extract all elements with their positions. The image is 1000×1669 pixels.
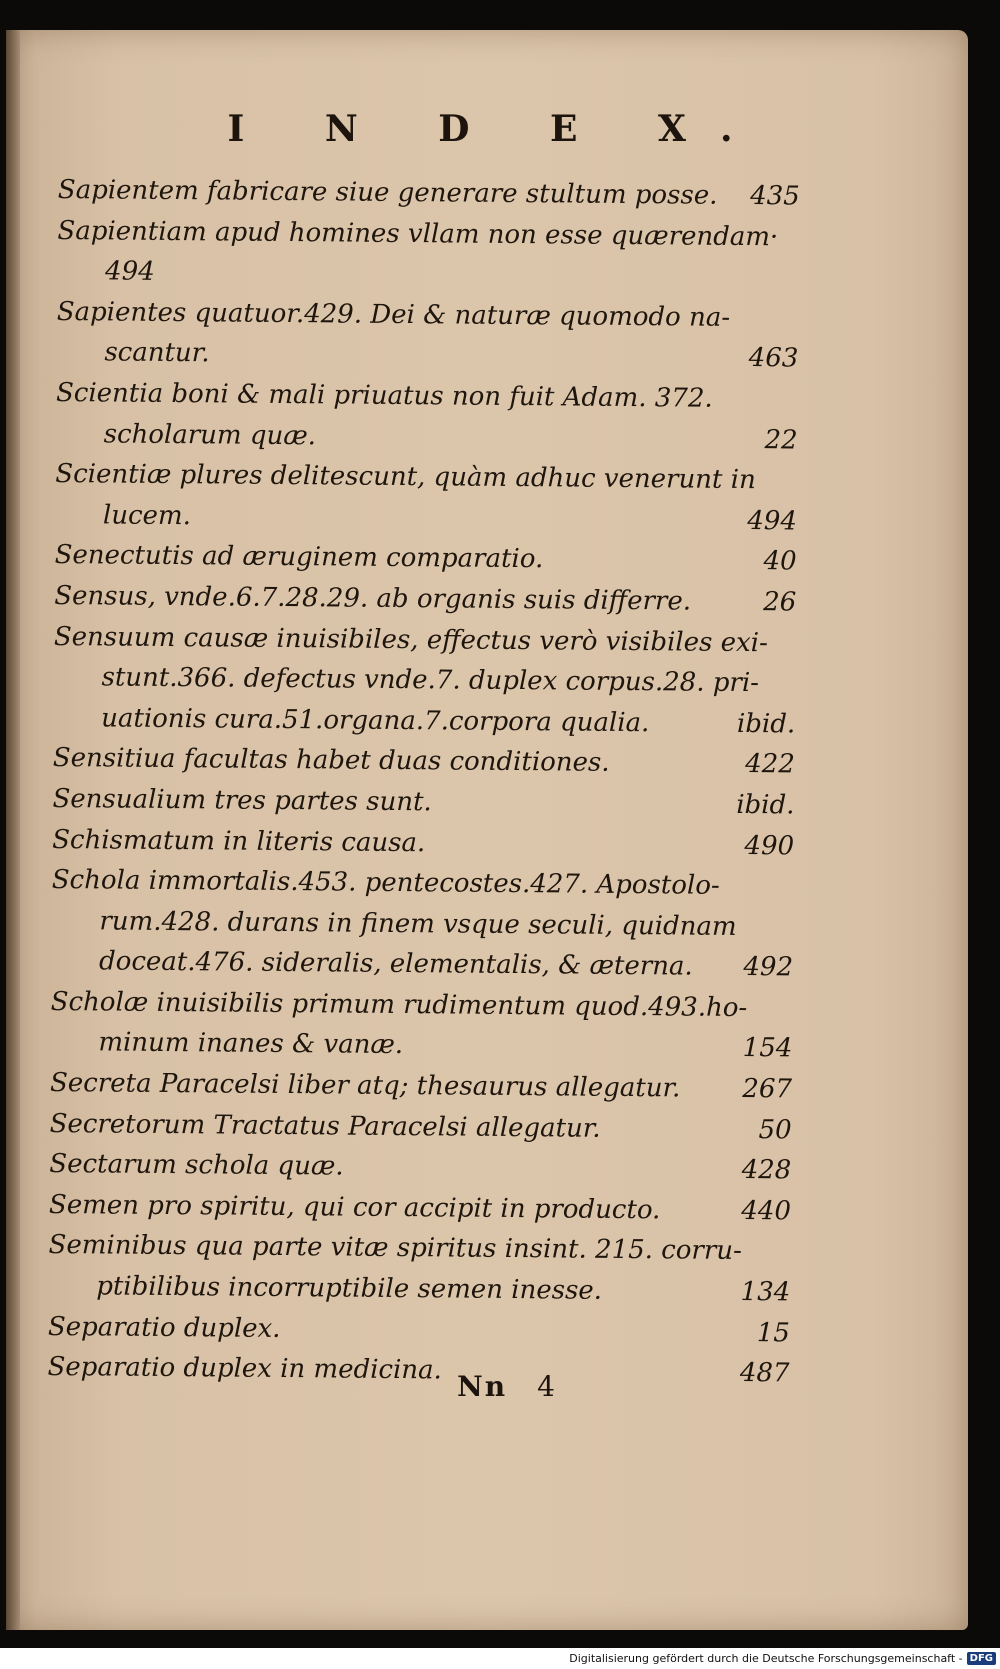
entry-page-number: 22 xyxy=(764,424,798,456)
entry-line xyxy=(49,1185,791,1232)
entry-page-number: 487 xyxy=(739,1358,790,1389)
entry-line xyxy=(58,170,800,217)
signature-number: 4 xyxy=(537,1370,557,1403)
entry-page-number: 492 xyxy=(743,952,794,983)
entry-page-number: ibid. xyxy=(736,789,795,821)
index-entry xyxy=(53,738,795,785)
index-entry xyxy=(56,373,799,461)
entry-text: Seminibus qua parte vitæ spiritus insint. 215. corru- xyxy=(48,1230,742,1267)
entry-continuation-line xyxy=(53,698,795,745)
entry-page-number: 154 xyxy=(742,1033,793,1064)
signature-letters: Nn xyxy=(457,1370,508,1403)
entry-text: doceat.476. sideralis, elementalis, & æterna. xyxy=(98,946,693,982)
index-entry xyxy=(52,779,794,826)
index-entry xyxy=(54,535,796,582)
entry-continuation-line xyxy=(51,941,793,988)
index-entry xyxy=(48,1225,791,1313)
index-entry xyxy=(50,982,793,1070)
entry-page-number: 440 xyxy=(741,1195,792,1227)
entry-continuation-line xyxy=(51,901,793,948)
entry-continuation-line xyxy=(55,495,797,542)
entry-line xyxy=(48,1225,790,1272)
entry-continuation-line xyxy=(56,414,798,461)
entry-line xyxy=(49,1144,791,1191)
entry-text: Semen pro spiritu, qui cor accipit in producto. xyxy=(48,1189,661,1226)
index-entry xyxy=(54,576,796,623)
entry-page-number: 26 xyxy=(763,587,797,618)
entry-page-number: 435 xyxy=(750,181,800,212)
entry-line xyxy=(49,1104,791,1151)
entry-text: minum inanes & vanæ. xyxy=(98,1027,404,1061)
index-entry xyxy=(51,860,794,988)
entry-page-number: 463 xyxy=(748,343,799,374)
entry-text: Scholæ inuisibilis primum rudimentum quod.493.ho- xyxy=(50,986,748,1023)
digitization-footer: Digitalisierung gefördert durch die Deutsche Forschungsgemeinschaft - DFG xyxy=(569,1650,996,1667)
entry-line xyxy=(57,292,799,339)
entry-continuation-line xyxy=(57,251,799,298)
entry-text: rum.428. durans in finem vsque seculi, quidnam xyxy=(99,906,737,942)
page-heading: I N D E X. xyxy=(227,108,767,150)
entry-text: Sectarum schola quæ. xyxy=(49,1149,344,1182)
index-entry xyxy=(49,1104,791,1151)
entry-line xyxy=(52,779,794,826)
entry-text: Sapientes quatuor.429. Dei & naturæ quomodo na- xyxy=(56,296,731,333)
index-entry xyxy=(49,1144,791,1191)
entry-text: Separatio duplex. xyxy=(47,1311,281,1344)
signature-mark xyxy=(6,1370,968,1403)
entry-text: scholarum quæ. xyxy=(103,418,317,451)
entry-line xyxy=(53,738,795,785)
entry-text: Schismatum in literis causa. xyxy=(52,824,426,858)
entry-text: Sensuum causæ inuisibiles, effectus verò visibiles exi- xyxy=(53,621,768,658)
book-page xyxy=(6,30,968,1630)
entry-text: Sapientem fabricare siue generare stultum posse. xyxy=(57,174,718,211)
entry-text: scantur. xyxy=(104,337,210,369)
entry-line xyxy=(54,617,796,664)
entry-text: 494 xyxy=(104,256,155,288)
entry-page-number: ibid. xyxy=(736,708,796,740)
entry-text: lucem. xyxy=(102,500,192,531)
index-entry xyxy=(52,819,794,866)
entry-text: Scientiæ plures delitescunt, quàm adhuc venerunt in xyxy=(55,459,756,496)
index-entry xyxy=(49,1185,791,1232)
entry-line xyxy=(52,860,794,907)
entry-text: Sapientiam apud homines vllam non esse quærendam· xyxy=(57,215,779,252)
entry-line xyxy=(50,1063,792,1110)
entry-page-number: 267 xyxy=(742,1074,793,1105)
entry-page-number: 490 xyxy=(744,830,795,861)
entry-continuation-line xyxy=(56,332,798,379)
entry-continuation-line xyxy=(53,657,795,704)
entry-line xyxy=(54,535,796,582)
entry-line xyxy=(56,373,798,420)
entry-text: uationis cura.51.organa.7.corpora qualia. xyxy=(101,703,650,738)
entry-text: Sensus, vnde.6.7.28.29. ab organis suis differre. xyxy=(54,580,692,617)
entry-line xyxy=(55,454,797,501)
index-entry xyxy=(50,1063,792,1110)
index-entries xyxy=(47,170,800,1394)
entry-page-number: 494 xyxy=(747,505,798,537)
entry-continuation-line xyxy=(50,1022,792,1069)
entry-page-number: 428 xyxy=(741,1155,792,1186)
entry-line xyxy=(48,1307,790,1354)
footer-credit: Digitalisierung gefördert durch die Deutsche Forschungsgemeinschaft xyxy=(569,1652,956,1665)
index-entry xyxy=(48,1307,790,1354)
entry-text: Separatio duplex in medicina. xyxy=(47,1352,443,1386)
entry-text: Secretorum Tractatus Paracelsi allegatur. xyxy=(49,1108,601,1144)
entry-page-number: 134 xyxy=(740,1277,791,1308)
index-entry xyxy=(57,211,800,299)
index-entry xyxy=(55,454,798,542)
index-entry xyxy=(58,170,800,217)
entry-line xyxy=(51,982,793,1029)
entry-text: stunt.366. defectus vnde.7. duplex corpus.28. pri- xyxy=(101,662,760,699)
index-entry xyxy=(56,292,799,380)
entry-text: Senectutis ad æruginem comparatio. xyxy=(54,540,544,575)
entry-line xyxy=(52,819,794,866)
entry-continuation-line xyxy=(48,1266,790,1313)
entry-text: Schola immortalis.453. pentecostes.427. Apostolo- xyxy=(51,865,720,901)
dfg-logo-icon: DFG xyxy=(967,1652,996,1665)
entry-text: ptibilibus incorruptibile semen inesse. xyxy=(96,1271,603,1306)
entry-text: Sensualium tres partes sunt. xyxy=(52,783,432,818)
entry-page-number: 50 xyxy=(758,1114,792,1146)
entry-text: Scientia boni & mali priuatus non fuit Adam. 372. xyxy=(55,377,713,414)
entry-line xyxy=(54,576,796,623)
index-entry xyxy=(53,617,796,745)
entry-page-number: 40 xyxy=(763,546,797,577)
entry-text: Sensitiua facultas habet duas conditiones. xyxy=(52,743,610,779)
entry-page-number: 15 xyxy=(756,1317,791,1349)
entry-page-number: 422 xyxy=(745,749,795,780)
entry-text: Secreta Paracelsi liber atq; thesaurus allegatur. xyxy=(49,1068,681,1104)
entry-line xyxy=(57,211,799,258)
